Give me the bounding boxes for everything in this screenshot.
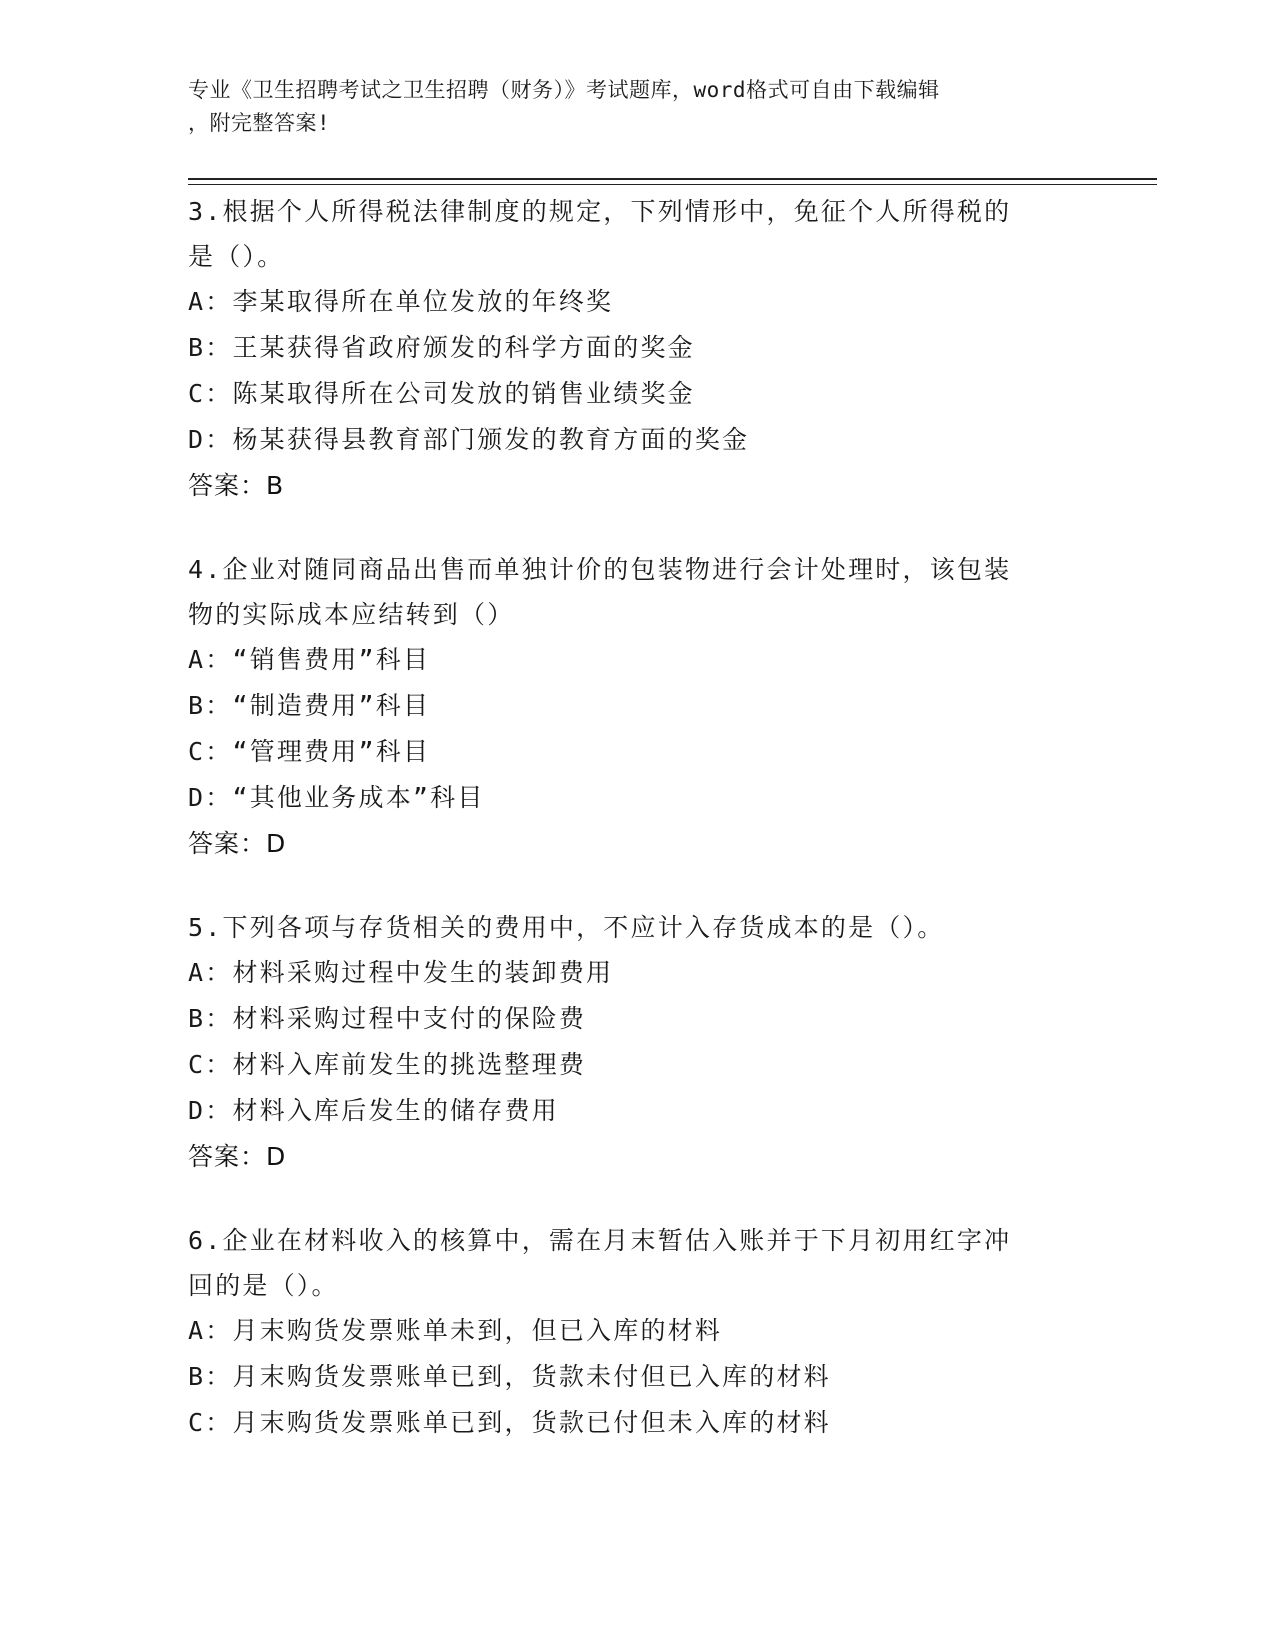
option-b: B：材料采购过程中支付的保险费 [188, 1004, 587, 1033]
header-divider-thin [188, 184, 1157, 185]
question-stem-line: 回的是（）。 [188, 1271, 339, 1300]
option-b: B：“制造费用”科目 [188, 691, 431, 720]
answer: 答案：D [188, 1142, 287, 1171]
option-d: D：杨某获得县教育部门颁发的教育方面的奖金 [188, 425, 750, 454]
question-stem-line: 4.企业对随同商品出售而单独计价的包装物进行会计处理时，该包装 [188, 555, 1012, 584]
question-stem [188, 547, 1088, 637]
option-c: C：“管理费用”科目 [188, 737, 431, 766]
document-header [188, 74, 1088, 140]
question-6 [188, 1218, 1088, 1446]
answer: 答案：B [188, 471, 285, 500]
option-d: D：材料入库后发生的储存费用 [188, 1096, 559, 1125]
option-a: A：月末购货发票账单未到，但已入库的材料 [188, 1316, 723, 1345]
question-stem [188, 1218, 1088, 1308]
question-5 [188, 905, 1088, 1180]
question-stem [188, 189, 1088, 279]
header-line-1: 专业《卫生招聘考试之卫生招聘（财务）》考试题库，word格式可自由下载编辑 [188, 78, 940, 102]
question-3 [188, 189, 1088, 509]
answer: 答案：D [188, 829, 287, 858]
option-d: D：“其他业务成本”科目 [188, 783, 485, 812]
header-line-2: ，附完整答案! [188, 111, 331, 135]
question-stem-line: 是（）。 [188, 242, 285, 271]
question-4 [188, 547, 1088, 867]
option-c: C：月末购货发票账单已到，货款已付但未入库的材料 [188, 1408, 831, 1437]
header-divider-thick [188, 178, 1157, 180]
option-b: B：月末购货发票账单已到，货款未付但已入库的材料 [188, 1362, 831, 1391]
option-c: C：材料入库前发生的挑选整理费 [188, 1050, 587, 1079]
option-a: A：“销售费用”科目 [188, 645, 431, 674]
question-stem-line: 物的实际成本应结转到（） [188, 600, 515, 629]
option-c: C：陈某取得所在公司发放的销售业绩奖金 [188, 379, 695, 408]
question-stem-line: 3.根据个人所得税法律制度的规定，下列情形中，免征个人所得税的 [188, 197, 1012, 226]
question-stem-line: 6.企业在材料收入的核算中，需在月末暂估入账并于下月初用红字冲 [188, 1226, 1012, 1255]
option-b: B：王某获得省政府颁发的科学方面的奖金 [188, 333, 695, 362]
question-stem-line: 5.下列各项与存货相关的费用中，不应计入存货成本的是（）。 [188, 913, 945, 942]
question-list [188, 189, 1088, 1484]
question-stem [188, 905, 1088, 950]
option-a: A：李某取得所在单位发放的年终奖 [188, 287, 614, 316]
option-a: A：材料采购过程中发生的装卸费用 [188, 958, 614, 987]
